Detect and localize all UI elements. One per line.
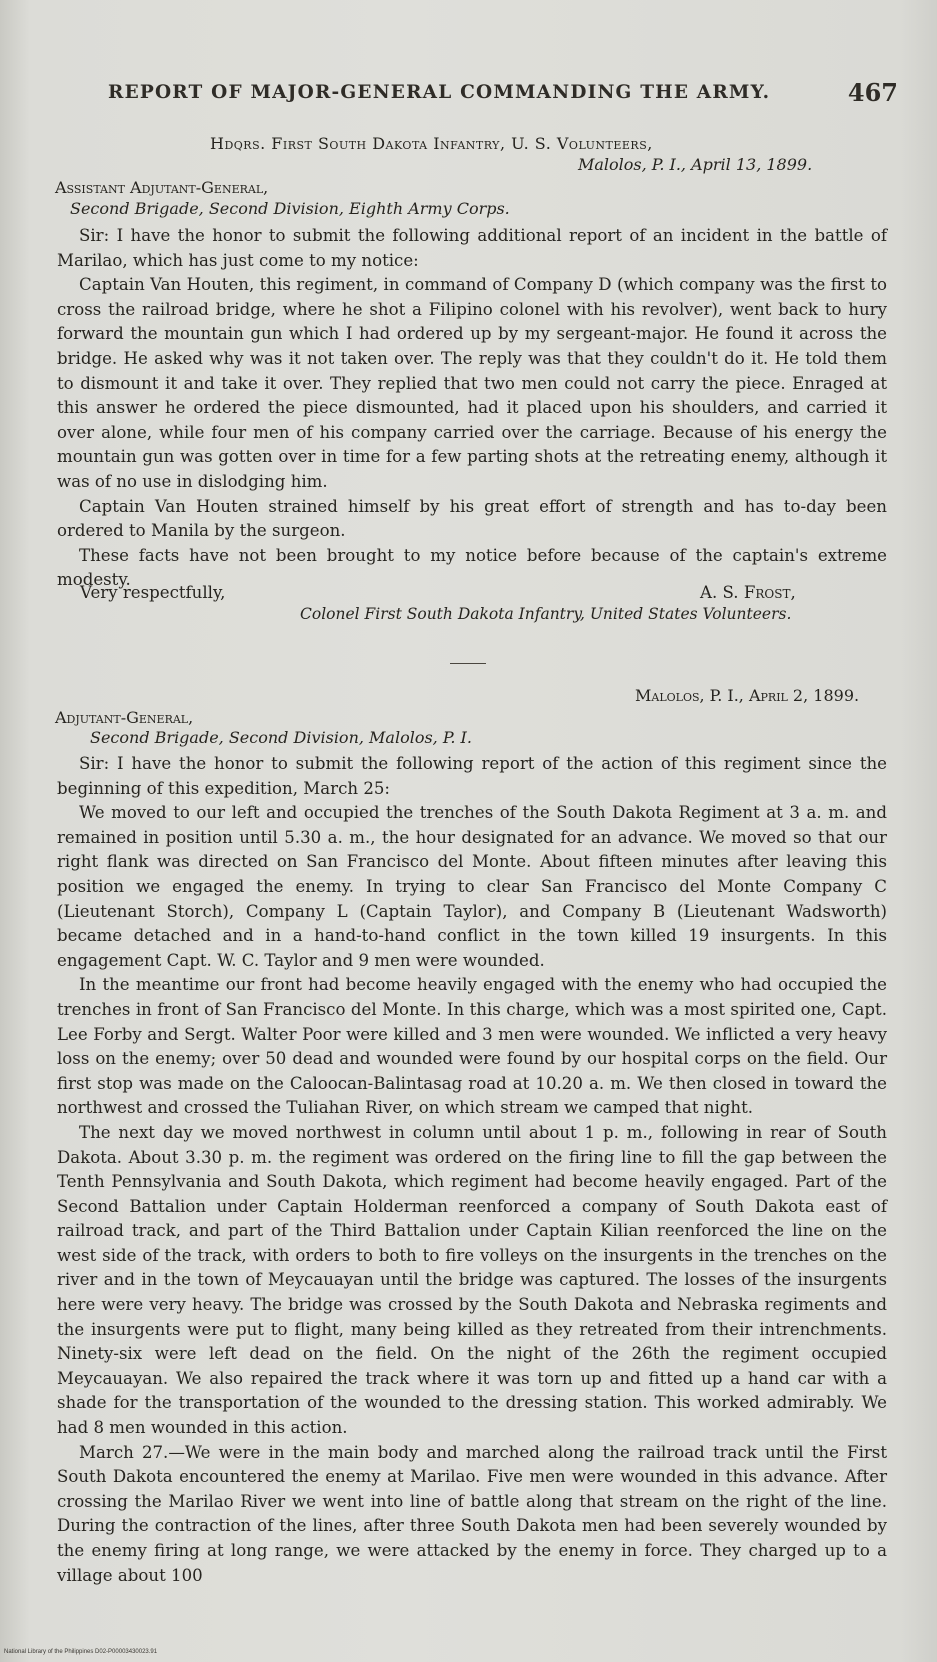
- letter2-body: [57, 752, 887, 1588]
- letter1-signer: A. S. Frost,: [700, 583, 796, 602]
- letter2-paragraph: March 27.—We were in the main body and marched along the railroad track until the First South Dakota encountered the enemy at Marilao. Five men were wounded in this advance. After crossing the Marilao River we went into line of battle along that stream on the right of the line. During the contraction of the lines, after three South Dakota men had been severely wounded by the enemy firing at long range, we were attacked by the enemy in force. They charged up to a village about 100: [57, 1442, 887, 1585]
- letter2-paragraph: We moved to our left and occupied the trenches of the South Dakota Regiment at 3 a. m. and remained in position until 5.30 a. m., the hour designated for an advance. We moved so that our right flank was directed on San Francisco del Monte. About fifteen minutes after leaving this position we engaged the enemy. In trying to clear San Francisco del Monte Company C (Lieutenant Storch), Company L (Captain Taylor), and Company B (Lieutenant Wadsworth) became detached and in a hand-to-hand conflict in the town killed 19 insurgents. In this engagement Capt. W. C. Taylor and 9 men were wounded.: [57, 803, 887, 970]
- letter1-hq-line: Hdqrs. First South Dakota Infantry, U. S. Volunteers,: [210, 134, 653, 153]
- letter1-addressee: Assistant Adjutant-General,: [55, 178, 269, 197]
- letter2-addressee-unit: Second Brigade, Second Division, Malolos, P. I.: [90, 728, 472, 747]
- letter1-paragraph: Captain Van Houten strained himself by his great effort of strength and has to-day been ordered to Manila by the surgeon.: [57, 496, 887, 541]
- letter1-paragraph: Sir: I have the honor to submit the following additional report of an incident in the battle of Marilao, which has just come to my notice:: [57, 226, 887, 270]
- letter2-paragraph: Sir: I have the honor to submit the following report of the action of this regiment since the beginning of this expedition, March 25:: [57, 754, 887, 798]
- letter1-signer-title: Colonel First South Dakota Infantry, United States Volunteers.: [300, 605, 792, 623]
- letter2-addressee: Adjutant-General,: [55, 708, 194, 727]
- page-number: 467: [847, 78, 898, 107]
- letter2-paragraph: The next day we moved northwest in column until about 1 p. m., following in rear of South Dakota. About 3.30 p. m. the regiment was ordered on the firing line to fill the gap between the Tenth Pennsylvania and South Dakota, which regiment had become heavily engaged. Part of the Second Battalion under Captain Holderman reenforced a company of South Dakota east of railroad track, and part of the Third Battalion under Captain Kilian reenforced the line on the west side of the track, with orders to both to fire volleys on the insurgents in the trenches on the river and in the town of Meycauayan until the bridge was captured. The losses of the insurgents here were very heavy. The bridge was crossed by the South Dakota and Nebraska regiments and the insurgents were put to flight, many being killed as they retreated from their intrenchments. Ninety-six were left dead on the field. On the night of the 26th the regiment occupied Meycauayan. We also repaired the track where it was torn up and fitted up a hand car with a shade for the transportation of the wounded to the dressing station. This worked admirably. We had 8 men wounded in this action.: [57, 1122, 887, 1438]
- letter1-closing: Very respectfully,: [80, 583, 226, 602]
- header-title: REPORT OF MAJOR-GENERAL COMMANDING THE ARMY.: [108, 82, 771, 103]
- letter2-paragraph: In the meantime our front had become heavily engaged with the enemy who had occupied the trenches in front of San Francisco del Monte. In this charge, which was a most spirited one, Capt. Lee Forby and Sergt. Walter Poor were killed and 3 men were wounded. We inflicted a very heavy loss on the enemy; over 50 dead and wounded were found by our hospital corps on the field. Our first stop was made on the Caloocan-Balintasag road at 10.20 a. m. We then closed in toward the northwest and crossed the Tuliahan River, on which stream we camped that night.: [57, 975, 887, 1118]
- letter1-paragraph: Captain Van Houten, this regiment, in command of Company D (which company was the first to cross the railroad bridge, where he shot a Filipino colonel with his revolver), went back to hury forward the mountain gun which I had ordered up by my sergeant-major. He found it across the bridge. He asked why was it not taken over. The reply was that they couldn't do it. He told them to dismount it and take it over. They replied that two men could not carry the piece. Enraged at this answer he ordered the piece dismounted, had it placed upon his shoulders, and carried it over alone, while four men of his company carried over the carriage. Because of his energy the mountain gun was gotten over in time for a few parting shots at the retreating enemy, although it was of no use in dislodging him.: [57, 275, 887, 491]
- section-divider: [450, 663, 486, 664]
- letter1-place-date: Malolos, P. I., April 13, 1899.: [578, 155, 813, 174]
- letter1-paragraph: These facts have not been brought to my notice before because of the captain's extreme modesty.: [57, 545, 887, 590]
- letter1-addressee-unit: Second Brigade, Second Division, Eighth Army Corps.: [70, 199, 510, 218]
- letter1-body: [57, 224, 887, 593]
- letter2-place-date: Malolos, P. I., April 2, 1899.: [635, 686, 860, 705]
- running-header: [108, 78, 898, 112]
- scan-footer: National Library of the Philippines D02-P00003430023.91: [4, 1649, 158, 1655]
